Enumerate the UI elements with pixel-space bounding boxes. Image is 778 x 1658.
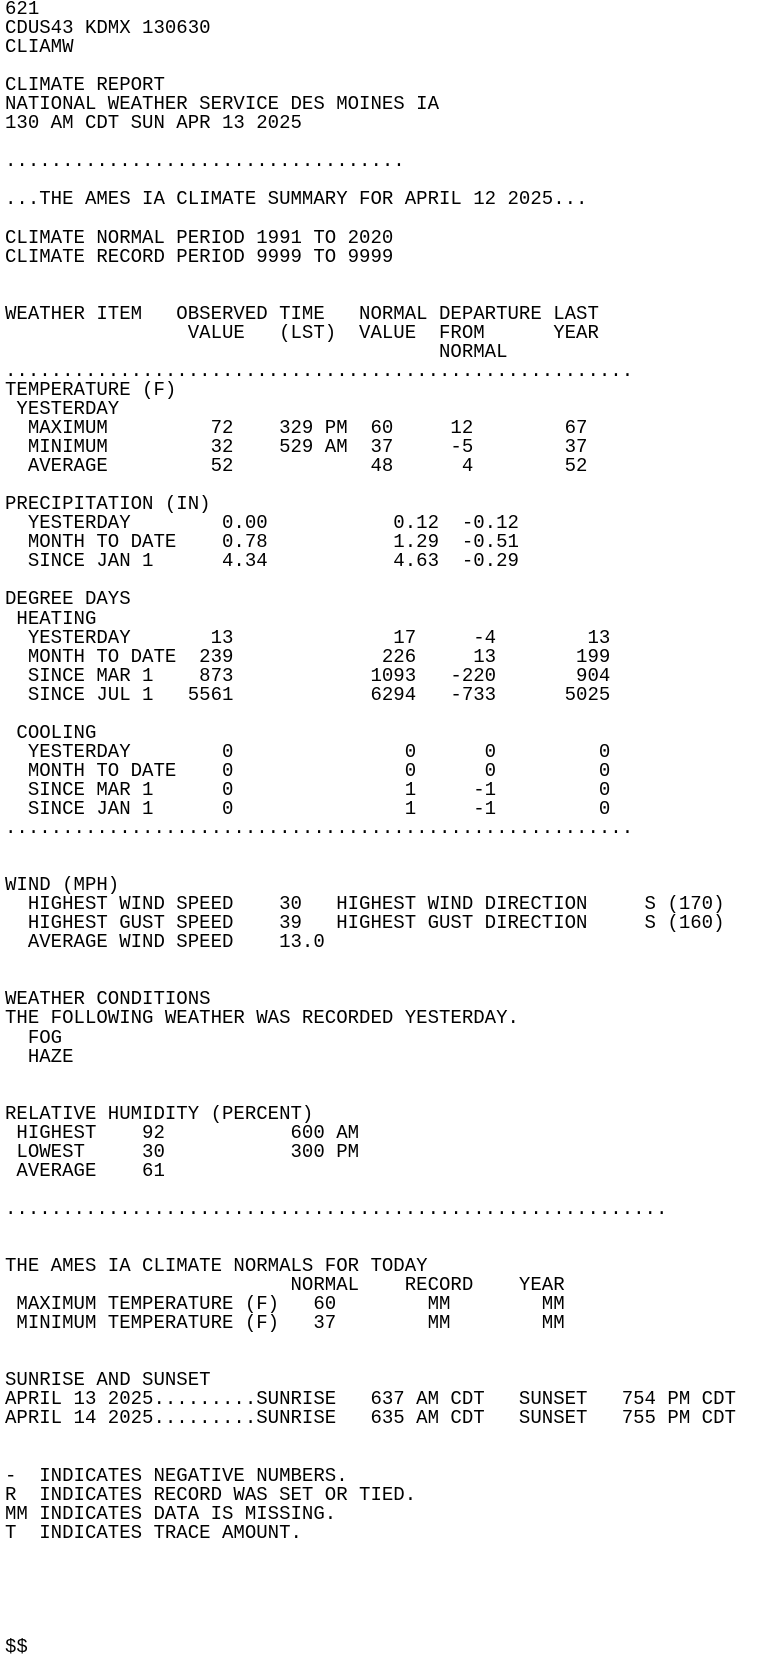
report-line [5,1219,778,1238]
report-line: SINCE MAR 1 873 1093 -220 904 [5,664,611,687]
report-line: FOG [5,1026,63,1049]
report-line [5,1543,778,1562]
report-line: ....................................................... [5,359,634,382]
report-line: THE AMES IA CLIMATE NORMALS FOR TODAY [5,1255,428,1278]
report-line [5,705,778,724]
report-line: $$ [5,1636,28,1658]
report-line: 621 [5,0,40,20]
report-line [5,286,778,305]
report-line: YESTERDAY 0.00 0.12 -0.12 [5,512,519,535]
report-line [5,1619,778,1638]
report-line: - INDICATES NEGATIVE NUMBERS. [5,1464,348,1487]
report-line: AVERAGE 61 [5,1159,165,1182]
report-line [5,838,778,857]
report-line: HIGHEST GUST SPEED 39 HIGHEST GUST DIRECTION S (160) [5,912,725,935]
report-line: NORMAL RECORD YEAR [5,1274,565,1297]
report-line: WEATHER ITEM OBSERVED TIME NORMAL DEPARTURE LAST [5,302,599,325]
report-line: MINIMUM TEMPERATURE (F) 37 MM MM [5,1312,565,1335]
report-line: CLIAMW [5,36,74,59]
report-line: ................................... [5,150,405,173]
report-line: LOWEST 30 300 PM [5,1140,360,1163]
report-line: CDUS43 KDMX 130630 [5,17,211,40]
report-line: AVERAGE WIND SPEED 13.0 [5,931,325,954]
report-line [5,1333,778,1352]
report-line: SINCE JAN 1 0 1 -1 0 [5,797,611,820]
report-line: YESTERDAY 0 0 0 0 [5,740,611,763]
report-line: MONTH TO DATE 239 226 13 199 [5,645,611,668]
report-line: HEATING [5,607,97,630]
report-line: APRIL 13 2025.........SUNRISE 637 AM CDT SUNSET 754 PM CDT [5,1388,736,1411]
report-line: ....................................................... [5,817,634,840]
report-line: T INDICATES TRACE AMOUNT. [5,1521,302,1544]
report-line: HAZE [5,1045,74,1068]
report-line: NATIONAL WEATHER SERVICE DES MOINES IA [5,93,439,116]
report-line [5,267,778,286]
report-line: VALUE (LST) VALUE FROM YEAR [5,321,599,344]
report-line: NORMAL [5,340,508,363]
report-line [5,1448,778,1467]
report-line: CLIMATE RECORD PERIOD 9999 TO 9999 [5,245,394,268]
report-line: MAXIMUM TEMPERATURE (F) 60 MM MM [5,1293,565,1316]
report-line: HIGHEST 92 600 AM [5,1121,360,1144]
report-line [5,1086,778,1105]
report-line: SINCE JUL 1 5561 6294 -733 5025 [5,683,611,706]
report-line [5,1600,778,1619]
report-line: ...THE AMES IA CLIMATE SUMMARY FOR APRIL 12 2025... [5,188,588,211]
report-line: R INDICATES RECORD WAS SET OR TIED. [5,1483,417,1506]
report-line: HIGHEST WIND SPEED 30 HIGHEST WIND DIRECTION S (170) [5,893,725,916]
report-line: THE FOLLOWING WEATHER WAS RECORDED YESTERDAY. [5,1007,519,1030]
report-line: RELATIVE HUMIDITY (PERCENT) [5,1102,314,1125]
report-line: MONTH TO DATE 0 0 0 0 [5,759,611,782]
report-line: WEATHER CONDITIONS [5,988,211,1011]
report-line [5,210,778,229]
report-line [5,1581,778,1600]
report-line: SUNRISE AND SUNSET [5,1369,211,1392]
report-line: AVERAGE 52 48 4 52 [5,455,588,478]
report-line: SINCE MAR 1 0 1 -1 0 [5,778,611,801]
report-line: TEMPERATURE (F) [5,378,177,401]
report-line [5,1562,778,1581]
report-line: DEGREE DAYS [5,588,131,611]
report-line: 130 AM CDT SUN APR 13 2025 [5,112,302,135]
report-line: CLIMATE REPORT [5,74,165,97]
report-line: YESTERDAY [5,397,120,420]
report-line [5,952,778,971]
report-line [5,1429,778,1448]
report-line: MINIMUM 32 529 AM 37 -5 37 [5,436,588,459]
report-line: CLIMATE NORMAL PERIOD 1991 TO 2020 [5,226,394,249]
report-line [5,857,778,876]
report-line: SINCE JAN 1 4.34 4.63 -0.29 [5,550,519,573]
report-line: MONTH TO DATE 0.78 1.29 -0.51 [5,531,519,554]
report-line: MM INDICATES DATA IS MISSING. [5,1502,337,1525]
report-line: .......................................................... [5,1197,668,1220]
report-line [5,1067,778,1086]
report-line: COOLING [5,721,97,744]
report-line: MAXIMUM 72 329 PM 60 12 67 [5,417,588,440]
report-line: APRIL 14 2025.........SUNRISE 635 AM CDT SUNSET 755 PM CDT [5,1407,736,1430]
report-line: PRECIPITATION (IN) [5,493,211,516]
report-line: WIND (MPH) [5,874,120,897]
report-line: YESTERDAY 13 17 -4 13 [5,626,611,649]
